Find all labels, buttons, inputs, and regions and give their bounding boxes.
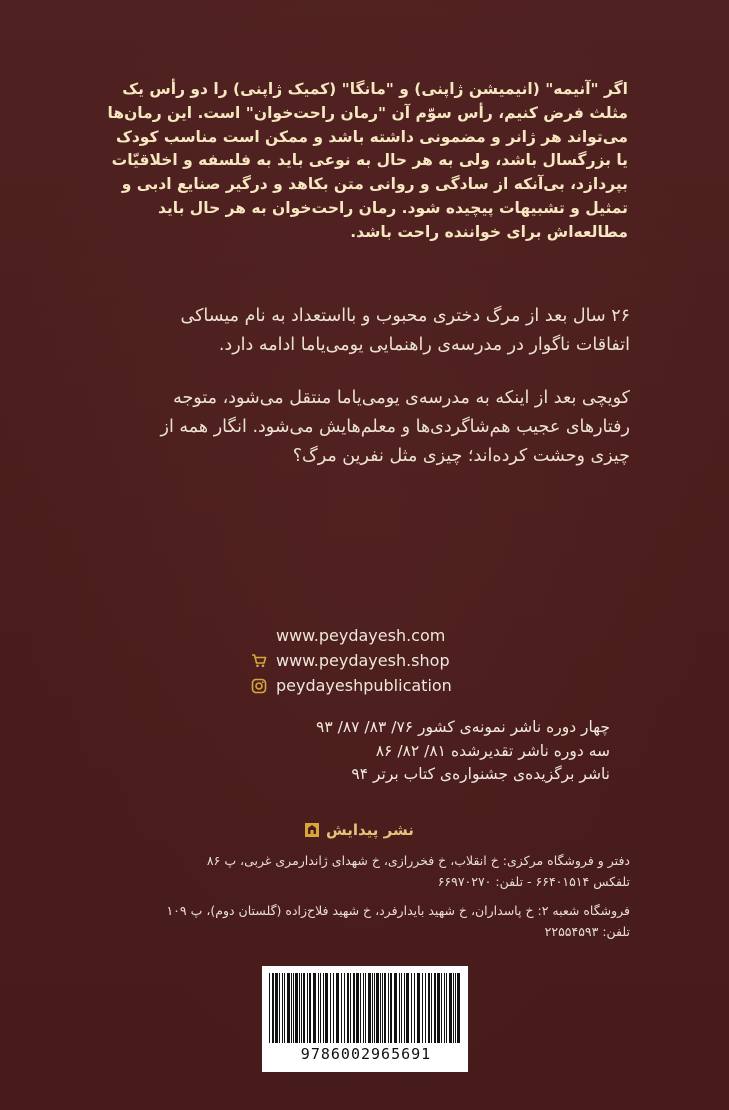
quote-line: اگر "آنیمه" (انیمیشن ژاپنی) و "مانگا" (کمیک ژاپنی) را دو رأس یک [122, 80, 628, 98]
book-summary [106, 302, 630, 471]
quote-line: تمثیل و تشبیهات پیچیده شود. رمان راحت‌خوان به هر حال باید [157, 198, 628, 217]
isbn-barcode [262, 966, 468, 1072]
website-link[interactable] [250, 623, 452, 648]
publisher-name: نشر پیدایش [326, 821, 414, 839]
publisher-brand [304, 821, 414, 839]
branch-address: فروشگاه شعبه ۲: خ پاسداران، خ شهید بایدارفرد، خ شهید فلاح‌زاده (گلستان دوم)، پ ۱۰۹ [166, 903, 630, 918]
quote-line: بپردازد، بی‌آنکه از سادگی و روانی متن بکاهد و درگیر صنایع ادبی و [121, 175, 628, 194]
quote-line: یا بزرگسال باشد، ولی به هر حال به نوعی باید به فلسفه و اخلاقیّات [111, 151, 628, 170]
award-line: ناشر برگزیده‌ی جشنواره‌ی کتاب برتر ۹۴ [351, 765, 610, 783]
main-office-phones: تلفکس ۶۶۴۰۱۵۱۴ - تلفن: ۶۶۹۷۰۲۷۰ [437, 874, 630, 889]
quote-line: مطالعه‌اش برای خواننده راحت باشد. [350, 222, 628, 241]
instagram-link[interactable] [250, 673, 452, 698]
summary-line: اتفاقات ناگوار در مدرسه‌ی راهنمایی یومی‌یاما ادامه دارد. [218, 335, 630, 355]
branch-phone: تلفن: ۲۲۵۵۴۵۹۳ [544, 924, 630, 939]
barcode-bars [263, 967, 467, 1045]
quote-line: مثلث فرض کنیم، رأس سوّم آن "رمان راحت‌خوان" است. این رمان‌ها [107, 103, 628, 122]
summary-line: کویچی بعد از اینکه به مدرسه‌ی یومی‌یاما منتقل می‌شود، متوجه [173, 388, 630, 408]
summary-line: رفتارهای عجیب هم‌شاگردی‌ها و معلم‌هایش می‌شود. انگار همه از [160, 417, 630, 437]
series-description-quote [108, 78, 628, 245]
isbn-number: 9786002965691 [300, 1045, 432, 1063]
publisher-addresses [110, 850, 630, 942]
quote-line: می‌تواند هر ژانر و مضمونی داشته باشد و ممکن است مناسب کودک [115, 127, 628, 146]
cart-icon [250, 652, 268, 670]
instagram-handle[interactable]: peydayeshpublication [276, 676, 452, 695]
main-office-address: دفتر و فروشگاه مرکزی: خ انقلاب، خ فخررازی، خ شهدای ژاندارمری غربی، پ ۸۶ [206, 853, 630, 868]
award-line: چهار دوره ناشر نمونه‌ی کشور ۷۶/ ۸۳/ ۸۷/ ۹۳ [316, 718, 610, 736]
website-url[interactable]: www.peydayesh.com [276, 626, 446, 645]
instagram-icon [250, 677, 268, 695]
publisher-links [250, 623, 452, 698]
summary-line: ۲۶ سال بعد از مرگ دختری محبوب و بااستعداد به نام میساکی [180, 306, 630, 326]
shop-link[interactable] [250, 648, 452, 673]
publisher-logo-icon [304, 822, 320, 838]
award-line: سه دوره ناشر تقدیرشده ۸۱/ ۸۲/ ۸۶ [375, 741, 610, 760]
summary-line: چیزی وحشت کرده‌اند؛ چیزی مثل نفرین مرگ؟ [292, 446, 630, 466]
publisher-awards [190, 716, 610, 787]
shop-url[interactable]: www.peydayesh.shop [276, 651, 450, 670]
